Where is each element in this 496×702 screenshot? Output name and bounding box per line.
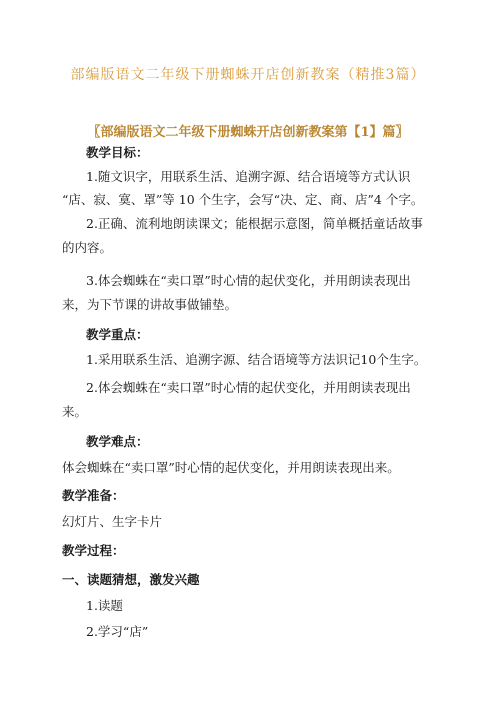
key-points-heading: 教学重点： <box>86 327 149 342</box>
difficulty-text: 体会蜘蛛在“卖口罩”时心情的起伏变化，并用朗读表现出来。 <box>62 460 400 475</box>
preparation-text: 幻灯片、生字卡片 <box>62 514 163 529</box>
goal-2-line-1: 2.正确、流利地朗读课文；能根据示意图，简单概括童话故事 <box>86 216 423 231</box>
goal-1-line-1: 1.随文识字，用联系生活、追溯字源、结合语境等方式认识 <box>86 169 411 184</box>
goal-1-line-2: “店、寂、寞、罩”等 10 个生字，会写“决、定、商、店”4 个字。 <box>62 192 424 207</box>
document-title: 部编版语文二年级下册蜘蛛开店创新教案（精推3篇） <box>70 67 426 83</box>
goal-2-line-2: 的内容。 <box>62 240 113 255</box>
goal-3-line-1: 3.体会蜘蛛在“卖口罩”时心情的起伏变化，并用朗读表现出 <box>86 273 411 288</box>
preparation-heading: 教学准备： <box>62 488 125 503</box>
section-title: 〖部编版语文二年级下册蜘蛛开店创新教案第【1】篇〗 <box>87 125 409 140</box>
step-1-heading: 一、读题猜想，激发兴趣 <box>62 572 200 587</box>
goals-heading: 教学目标： <box>86 145 149 160</box>
step-1-item-1: 1.读题 <box>86 598 123 613</box>
step-1-item-2: 2.学习“店” <box>86 624 149 639</box>
difficulty-heading: 教学难点： <box>86 434 149 449</box>
goal-3-line-2: 来，为下节课的讲故事做铺垫。 <box>62 297 238 312</box>
key-point-2-line-1: 2.体会蜘蛛在“卖口罩”时心情的起伏变化，并用朗读表现出 <box>86 380 411 395</box>
process-heading: 教学过程： <box>62 543 125 558</box>
key-point-2-line-2: 来。 <box>62 404 88 419</box>
key-point-1: 1.采用联系生活、追溯字源、结合语境等方法识记10个生字。 <box>86 352 427 367</box>
